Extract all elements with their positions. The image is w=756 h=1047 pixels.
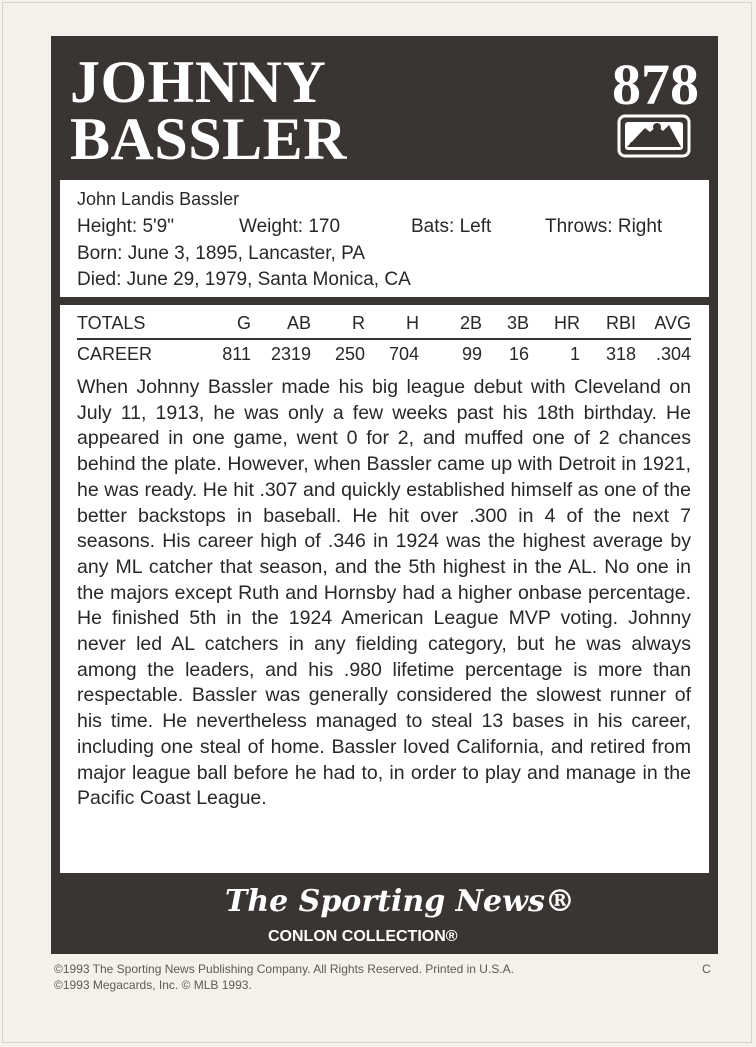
player-last-name: BASSLER (70, 106, 347, 172)
copyright-line-1: ©1993 The Sporting News Publishing Company. All Rights Reserved. Printed in U.S.A. (54, 962, 514, 976)
stats-career-3b: 16 (508, 344, 529, 364)
born: Born: June 3, 1895, Lancaster, PA (77, 243, 366, 264)
stats-header-ab: AB (286, 313, 311, 333)
sporting-news-logo: The Sporting News® (225, 884, 575, 919)
stats-header-h: H (406, 313, 419, 333)
stats-header-row (77, 313, 691, 337)
stats-header-hr: HR (554, 313, 580, 333)
card-number: 878 (612, 52, 699, 117)
stats-career-2b: 99 (461, 344, 482, 364)
height: Height: 5'9" (77, 216, 174, 237)
stats-career-row (77, 344, 691, 368)
stats-career-r: 250 (334, 344, 365, 364)
footer-code: C (702, 962, 711, 976)
stats-career-label: CAREER (77, 344, 153, 364)
died: Died: June 29, 1979, Santa Monica, CA (77, 269, 411, 290)
stats-career-h: 704 (388, 344, 419, 364)
biography-text: When Johnny Bassler made his big league debut with Cleveland on July 11, 1913, he was only a few weeks past his 18th birthday. He appeared in one game, went 0 for 2, and muffed one of 2 chances behind the plate. However, when Bassler came up with Detroit in 1921, he was ready. He hit .307 and quickly established himself as one of the better backstops in baseball. He hit over .300 in 4 of the next 7 seasons. His career high of .346 in 1924 was the highest average by any ML catcher that season, and the 5th highest in the AL. No one in the majors except Ruth and Hornsby had a higher onbase percentage. He finished 5th in the 1924 American League MVP voting. Johnny never led AL catchers in any fielding category, but he was always among the leaders, and his .980 lifetime percentage is more than respectable. Bassler was generally considered the slowest runner of his time. He nevertheless managed to steal 13 bases in his career, including one steal of home. Bassler loved California, and retired from major league ball before he had to, in order to play and manage in the Pacific Coast League. (77, 376, 691, 810)
bio-panel (60, 180, 709, 297)
stats-header-r: R (352, 313, 365, 333)
full-name: John Landis Bassler (77, 189, 240, 209)
player-first-name: JOHNNY (70, 49, 327, 115)
stats-career-rbi: 318 (605, 344, 636, 364)
throws: Throws: Right (545, 216, 663, 237)
stats-header-totals: TOTALS (77, 313, 146, 333)
stats-header-avg: AVG (654, 313, 691, 333)
bats: Bats: Left (411, 216, 492, 237)
mlb-logo-icon (617, 114, 691, 158)
stats-divider (77, 338, 691, 340)
stats-header-g: G (236, 313, 251, 333)
stats-header-rbi: RBI (605, 313, 636, 333)
stats-career-g: 811 (222, 344, 251, 364)
conlon-collection-label: CONLON COLLECTION® (268, 928, 458, 945)
stats-panel (60, 305, 709, 873)
player-name (70, 49, 347, 172)
weight: Weight: 170 (239, 216, 341, 237)
copyright-line-2: ©1993 Megacards, Inc. © MLB 1993. (54, 978, 252, 992)
stats-career-avg: .304 (655, 344, 691, 364)
stats-header-2b: 2B (459, 313, 482, 333)
stats-career-ab: 2319 (270, 344, 311, 364)
stats-header-3b: 3B (506, 313, 529, 333)
stats-career-hr: 1 (569, 344, 580, 364)
